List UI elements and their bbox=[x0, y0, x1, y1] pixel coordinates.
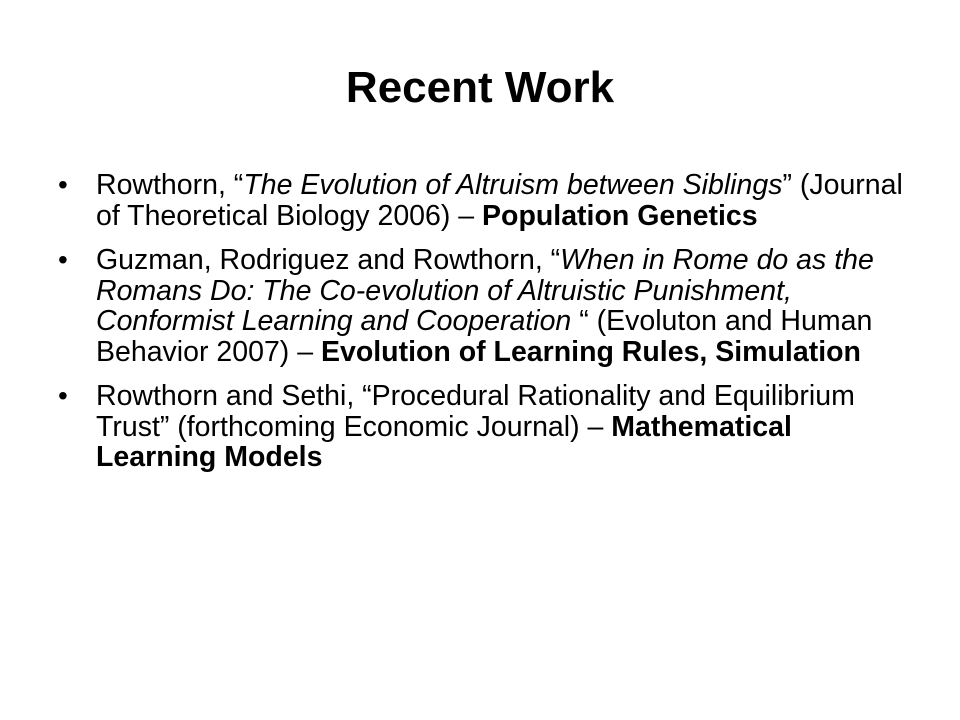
bullet-topic: Evolution of Learning Rules, Simulation bbox=[320, 335, 861, 368]
bullet-authors: Rowthorn and Sethi, “Procedural Rationality and Equilibrium Trust” (forthcoming Economic Journal) – bbox=[96, 380, 855, 443]
bullet-dot-icon: • bbox=[58, 244, 68, 275]
slide-title: Recent Work bbox=[345, 63, 615, 112]
bullet-work-title: When in Rome do as the Romans Do: The Co-evolution of Altruistic Punishment, Conformist Learning and Cooperation bbox=[96, 244, 874, 337]
bullet-citation: ” (Journal of Theoretical Biology 2006) – bbox=[96, 169, 903, 232]
bullet-dot-icon: • bbox=[58, 169, 68, 200]
bullet-work-title: The Evolution of Altruism between Siblings bbox=[243, 169, 783, 201]
bullet-item-3 bbox=[58, 381, 908, 473]
bullet-dot-icon: • bbox=[58, 380, 68, 411]
bullet-item-1 bbox=[58, 170, 908, 231]
bullet-authors: Rowthorn, “ bbox=[96, 169, 244, 201]
bullet-item-2 bbox=[58, 245, 908, 367]
bullet-topic: Mathematical Learning Models bbox=[96, 410, 792, 473]
bullet-topic: Population Genetics bbox=[482, 199, 758, 232]
bullet-citation: “ (Evoluton and Human Behavior 2007) – bbox=[96, 305, 873, 368]
bullet-authors: Guzman, Rodriguez and Rowthorn, “ bbox=[96, 244, 561, 276]
bullet-list bbox=[58, 170, 908, 487]
